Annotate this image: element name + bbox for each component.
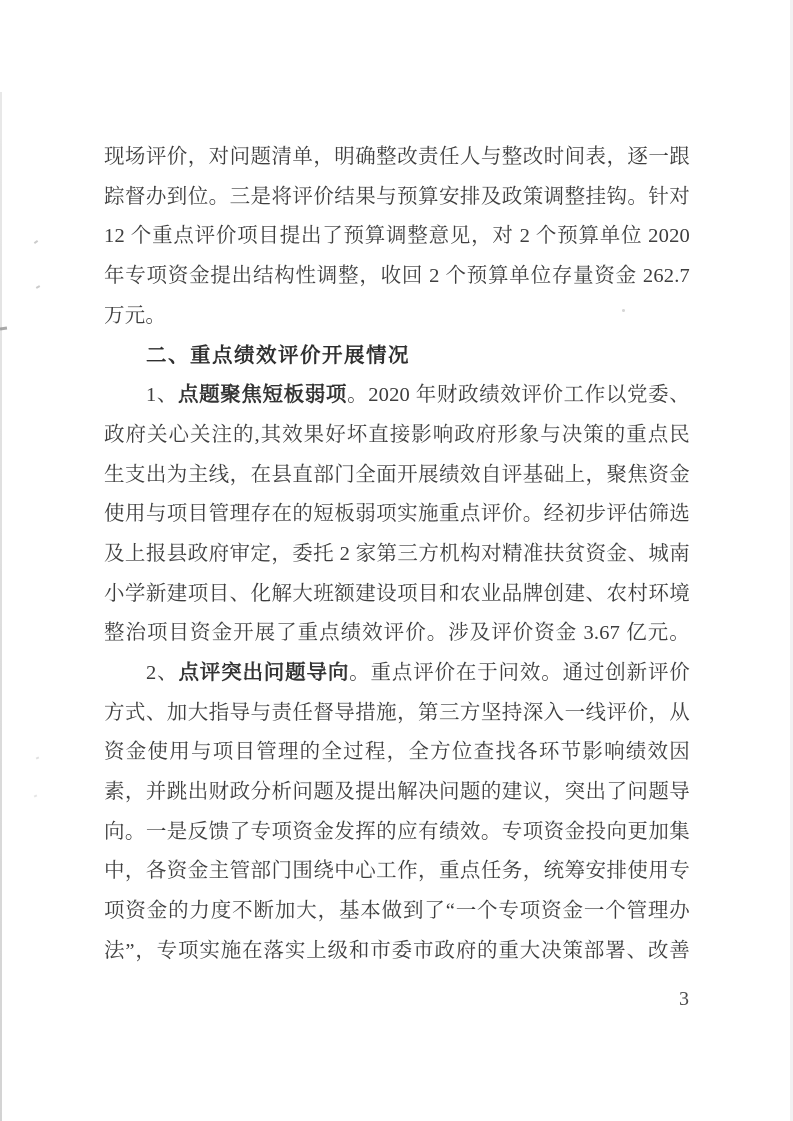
scan-speck <box>34 794 38 797</box>
list-number: 2、 <box>146 661 179 684</box>
paragraph-line: 及上报县政府审定，委托 2 家第三方机构对精准扶贫资金、城南 <box>104 542 690 565</box>
paragraph-line: 万元。 <box>104 304 167 327</box>
paragraph-line: 踪督办到位。三是将评价结果与预算安排及政策调整挂钩。针对 <box>104 185 690 208</box>
scan-left-edge-line <box>0 92 2 1121</box>
paragraph-line: 使用与项目管理存在的短板弱项实施重点评价。经初步评估筛选 <box>104 503 690 526</box>
paragraph-line: 向。一是反馈了专项资金发挥的应有绩效。专项资金投向更加集 <box>104 820 690 843</box>
paragraph-line: 素，并跳出财政分析问题及提出解决问题的建议，突出了问题导 <box>104 781 690 803</box>
paragraph-text: 。2020 年财政绩效评价工作以党委、 <box>347 384 690 407</box>
page-number: 3 <box>679 988 689 1010</box>
paragraph-line: 政府关心关注的,其效果好坏直接影响政府形象与决策的重点民 <box>104 423 690 446</box>
paragraph-line: 方式、加大指导与责任督导措施，第三方坚持深入一线评价，从 <box>104 701 690 724</box>
paragraph-line: 小学新建项目、化解大班额建设项目和农业品牌创建、农村环境 <box>104 582 690 605</box>
paragraph-line: 项资金的力度不断加大，基本做到了“一个专项资金一个管理办 <box>104 900 690 923</box>
scan-speck <box>36 285 40 289</box>
document-body <box>104 138 690 971</box>
bold-lead-phrase: 点题聚焦短板弱项 <box>178 384 348 407</box>
paragraph-line: 生支出为主线，在县直部门全面开展绩效自评基础上，聚焦资金 <box>104 463 690 486</box>
paragraph-line: 资金使用与项目管理的全过程，全方位查找各环节影响绩效因 <box>104 741 690 764</box>
paragraph-line: 法”，专项实施在落实上级和市委市政府的重大决策部署、改善 <box>104 939 690 962</box>
paragraph-line: 年专项资金提出结构性调整，收回 2 个预算单位存量资金 262.7 <box>104 265 690 288</box>
list-number: 1、 <box>146 384 179 407</box>
paragraph-line: 12 个重点评价项目提出了预算调整意见，对 2 个预算单位 2020 <box>104 225 690 248</box>
paragraph-line <box>104 376 690 416</box>
paragraph-line: 中，各资金主管部门围绕中心工作，重点任务，统筹安排使用专 <box>104 860 690 883</box>
section-heading: 二、重点绩效评价开展情况 <box>146 344 410 368</box>
scan-speck <box>34 240 38 244</box>
paragraph-text: 。重点评价在于问效。通过创新评价 <box>349 661 690 684</box>
paragraph-line: 整治项目资金开展了重点绩效评价。涉及评价资金 3.67 亿元。 <box>104 622 690 645</box>
paragraph-line: 现场评价，对问题清单，明确整改责任人与整改时间表，逐一跟 <box>104 146 690 168</box>
paragraph-line <box>104 654 690 694</box>
bold-lead-phrase: 点评突出问题导向 <box>178 661 350 684</box>
scan-speck <box>36 756 40 759</box>
scan-edge-mark <box>0 327 7 331</box>
